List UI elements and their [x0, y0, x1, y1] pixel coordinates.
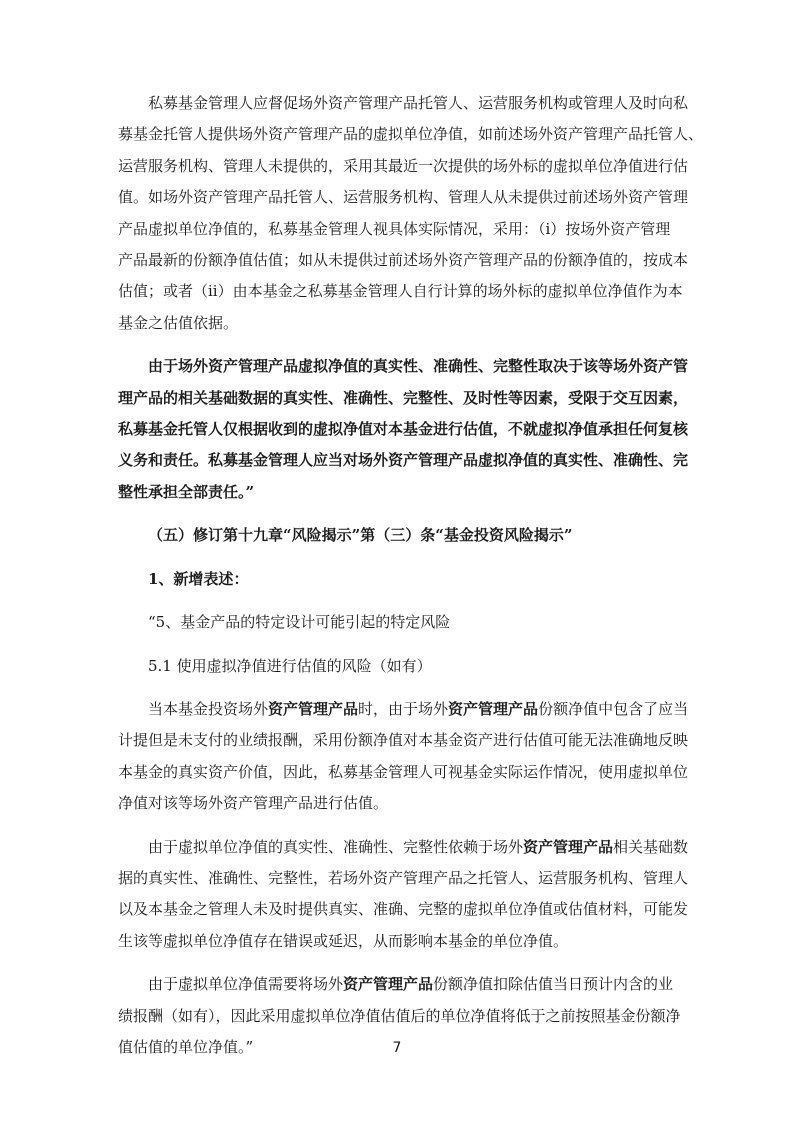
paragraph-line: 据的真实性、准确性、完整性，若场外资产管理产品之托管人、运营服务机构、管理人	[118, 868, 689, 887]
paragraph-2-bold	[118, 351, 689, 508]
paragraph-line: 整性承担全部责任。”	[118, 482, 255, 501]
paragraph-line: 义务和责任。私募基金管理人应当对场外资产管理产品虚拟净值的真实性、准确性、完	[118, 451, 689, 470]
risk-item-5-text: “5、基金产品的特定设计可能引起的特定风险	[148, 613, 451, 632]
paragraph-line: 运营服务机构、管理人未提供的，采用其最近一次提供的场外标的虚拟单位净值进行估	[118, 156, 689, 175]
paragraph-line: 计提但是未支付的业绩报酬，采用份额净值对本基金资产进行估值可能无法准确地反映	[118, 731, 689, 750]
paragraph-4	[118, 832, 689, 958]
paragraph-line: 生该等虚拟单位净值存在错误或延迟，从而影响本基金的单位净值。	[118, 931, 569, 950]
paragraph-line: 产品最新的份额净值估值；如从未提供过前述场外资产管理产品的份额净值的，按成本	[118, 251, 689, 270]
bold-term: 资产管理产品	[343, 975, 434, 994]
text-run: 由于虚拟单位净值需要将场外	[148, 975, 344, 994]
paragraph-line	[118, 832, 689, 863]
paragraph-line: 私募基金托管人仅根据收到的虚拟净值对本基金进行估值，不就虚拟净值承担任何复核	[118, 420, 689, 439]
paragraph-line: 募基金托管人提供场外资产管理产品的虚拟单位净值，如前述场外资产管理产品托管人、	[118, 125, 704, 144]
paragraph-line: 净值对该等场外资产管理产品进行估值。	[118, 794, 389, 813]
bold-term: 资产管理产品	[268, 699, 359, 718]
paragraph-line: 产品虚拟单位净值的，私募基金管理人视具体实际情况，采用：（i）按场外资产管理	[118, 219, 671, 238]
paragraph-line: 理产品的相关基础数据的真实性、准确性、完整性、及时性等因素，受限于交互因素，	[118, 388, 689, 407]
document-body	[118, 88, 704, 1063]
risk-item-5-1-text: 5.1 使用虚拟净值进行估值的风险（如有）	[148, 656, 432, 675]
bold-term: 资产管理产品	[523, 837, 614, 856]
page-number: 7	[392, 1040, 402, 1056]
bold-term: 资产管理产品	[448, 699, 539, 718]
paragraph-line: 私募基金管理人应督促场外资产管理产品托管人、运营服务机构或管理人及时向私	[148, 94, 689, 112]
paragraph-line: 值。如场外资产管理产品托管人、运营服务机构、管理人从未提供过前述场外资产管理	[118, 188, 689, 207]
text-run: 由于虚拟单位净值的真实性、准确性、完整性依赖于场外	[148, 837, 524, 856]
text-run: 当本基金投资场外	[148, 699, 269, 718]
text-run: 份额净值中包含了应当	[538, 699, 689, 718]
paragraph-line: 估值；或者（ii）由本基金之私募基金管理人自行计算的场外标的虚拟单位净值作为本	[118, 282, 683, 301]
section-heading-text: （五）修订第十九章“风险揭示”第（三）条“基金投资风险揭示”	[148, 526, 573, 545]
paragraph-line: 本基金的真实资产价值，因此，私募基金管理人可视基金实际运作情况，使用虚拟单位	[118, 762, 689, 781]
text-run: 份额净值扣除估值当日预计内含的业	[433, 975, 674, 994]
paragraph-line: 绩报酬（如有），因此采用虚拟单位净值估值后的单位净值将低于之前按照基金份额净	[118, 1006, 681, 1025]
subsection-heading	[118, 564, 684, 595]
paragraph-3	[118, 694, 689, 820]
paragraph-line: 以及本基金之管理人未及时提供真实、准确、完整的虚拟单位净值或估值材料，可能发	[118, 900, 689, 919]
paragraph-line: 值估值的单位净值。”	[118, 1037, 254, 1056]
paragraph-1	[118, 88, 704, 339]
risk-item-5-1	[118, 651, 684, 682]
paragraph-line: 由于场外资产管理产品虚拟净值的真实性、准确性、完整性取决于该等场外资产管	[148, 357, 689, 376]
paragraph-line	[118, 694, 689, 725]
paragraph-line	[118, 969, 684, 1000]
risk-item-5	[118, 607, 684, 638]
text-run: 时，由于场外	[358, 699, 449, 718]
subsection-heading-text: 1、新增表述：	[148, 569, 249, 588]
paragraph-line: 基金之估值依据。	[118, 313, 239, 332]
text-run: 相关基础数	[613, 837, 689, 856]
section-heading	[118, 520, 684, 551]
